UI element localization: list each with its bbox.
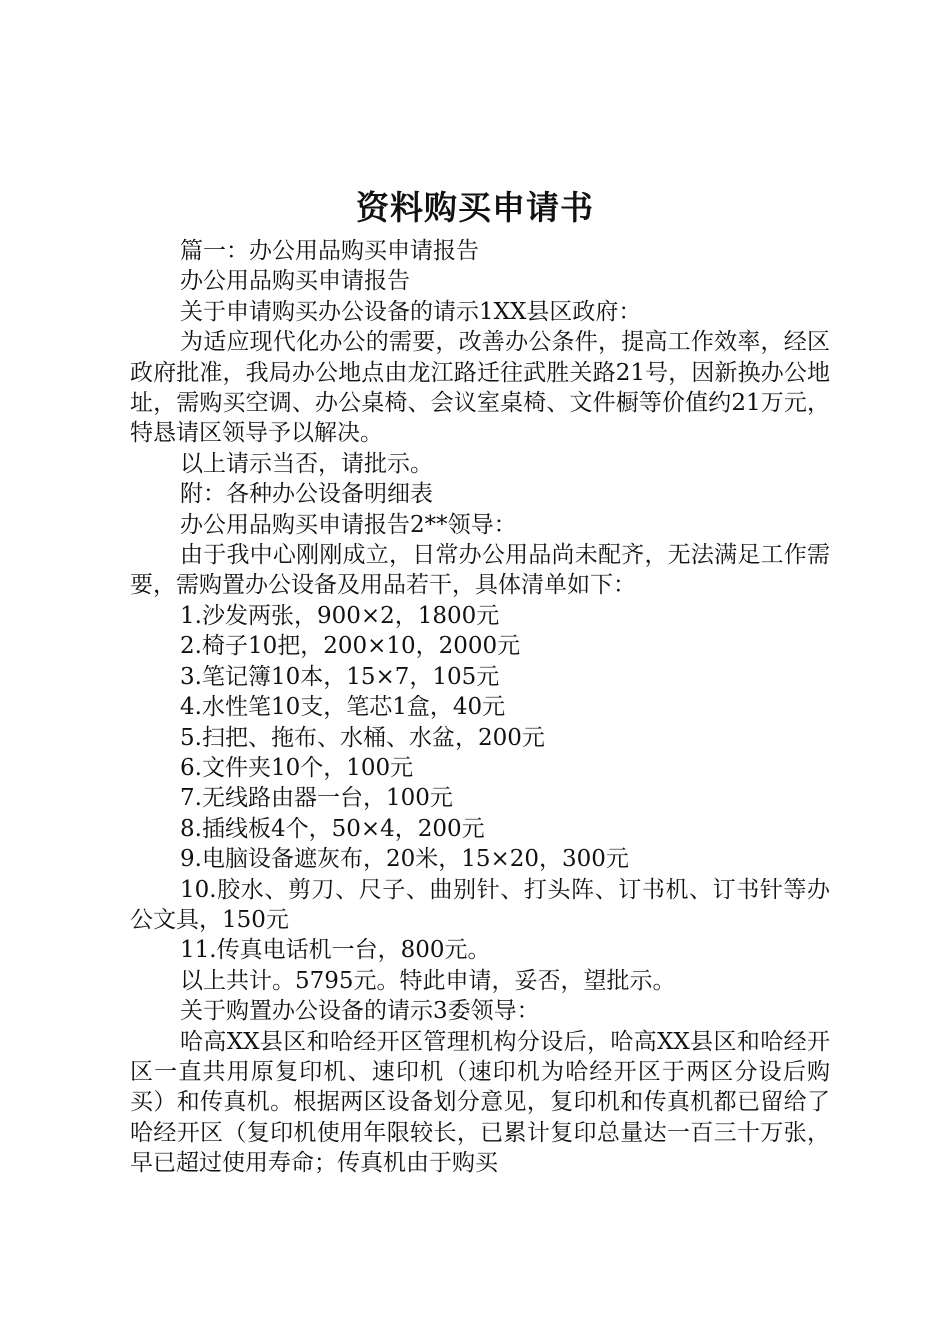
- list-item: 1.沙发两张，900×2，1800元: [180, 602, 500, 629]
- list-item: 9.电脑设备遮灰布，20米，15×20，300元: [180, 846, 629, 873]
- list-item: 5.扫把、拖布、水桶、水盆，200元: [180, 724, 545, 751]
- list-item: 6.文件夹10个，100元: [180, 754, 414, 781]
- paragraph: 关于申请购买办公设备的请示1XX县区政府：: [180, 298, 642, 325]
- list-item: 2.椅子10把，200×10，2000元: [180, 633, 521, 660]
- list-item: 11.传真电话机一台，800元。: [180, 937, 491, 964]
- paragraph: 由于我中心刚刚成立，日常办公用品尚未配齐，无法满足工作需要，需购置办公设备及用品若干，具体清单如下：: [130, 542, 830, 599]
- document-body: [130, 236, 830, 1179]
- paragraph: 篇一：办公用品购买申请报告: [180, 238, 479, 264]
- paragraph: 以上请示当否，请批示。: [180, 450, 433, 477]
- paragraph: 办公用品购买申请报告: [180, 268, 410, 295]
- list-item: 10.胶水、剪刀、尺子、曲别针、打头阵、订书机、订书针等办公文具，150元: [130, 876, 830, 933]
- paragraph: 关于购置办公设备的请示3委领导：: [180, 998, 540, 1025]
- list-item: 4.水性笔10支，笔芯1盒，40元: [180, 694, 506, 721]
- list-item: 8.插线板4个，50×4，200元: [180, 815, 485, 842]
- paragraph: 哈高XX县区和哈经开区管理机构分设后，哈高XX县区和哈经开区一直共用原复印机、速印机（速印机为哈经开区于两区分设后购买）和传真机。根据两区设备划分意见，复印机和传真机都已留给了哈经开区（复印机使用年限较长，已累计复印总量达一百三十万张，早已超过使用寿命；传真机由于购买: [130, 1028, 830, 1177]
- document-title: 资料购买申请书: [356, 188, 594, 227]
- list-item: 7.无线路由器一台，100元: [180, 785, 453, 812]
- list-item: 3.笔记簿10本，15×7，105元: [180, 663, 500, 690]
- paragraph: 办公用品购买申请报告2**领导：: [180, 511, 517, 538]
- paragraph: 为适应现代化办公的需要，改善办公条件，提高工作效率，经区政府批准，我局办公地点由龙江路迁往武胜关路21号，因新换办公地址，需购买空调、办公桌椅、会议室桌椅、文件橱等价值约21万元，特恳请区领导予以解决。: [130, 329, 830, 447]
- paragraph: 以上共计。5795元。特此申请，妥否，望批示。: [180, 967, 676, 994]
- paragraph: 附：各种办公设备明细表: [180, 481, 433, 508]
